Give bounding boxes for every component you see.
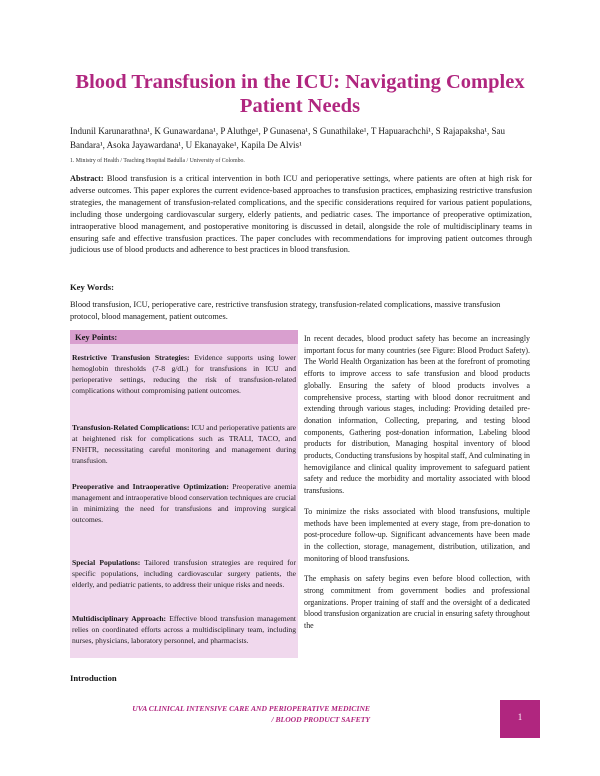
key-point-item <box>72 352 296 396</box>
key-point-text: ICU and perioperative patients are at heightened risk for complications such as TRALI, TACO, and FNHTR, necessitating careful monitoring and management during transfusion. <box>72 423 296 466</box>
key-point-label: Transfusion-Related Complications: <box>72 423 190 432</box>
key-point-item <box>72 422 296 466</box>
abstract <box>70 173 532 256</box>
abstract-label: Abstract: <box>70 174 104 183</box>
footer-journal: UVA CLINICAL INTENSIVE CARE AND PERIOPERATIVE MEDICINE <box>132 704 370 713</box>
body-paragraph: To minimize the risks associated with blood transfusions, multiple methods have been implemented at every stage, from pre-donation to post-procedure follow-up. Significant advancements have been made in the collection, storage, management, distribution, utilization, and monitoring of blood transfusions. <box>304 506 530 563</box>
footer-section: / BLOOD PRODUCT SAFETY <box>271 715 370 724</box>
body-paragraph: In recent decades, blood product safety has become an increasingly important focus for many countries (see Figure: Blood Product Safety). The World Health Organization has been at the forefront of promoting efforts to improve access to safe transfusion and blood products globally. Ensuring the safety of blood products involves a comprehensive process, starting with blood donor recruitment and extending through various stages, including: Providing detailed pre-donation information, Collecting, preparing, and testing blood components, Gathering post-donation information, Labeling blood products for distribution, Managing hospital inventory of blood products, Conducting transfusions by hospital staff, And culminating in hemovigilance and clinical quality improvement to safeguard patient safety and reduce the morbidity and mortality associated with blood transfusions. <box>304 334 530 496</box>
key-point-label: Multidisciplinary Approach: <box>72 614 167 623</box>
key-point-text: Evidence supports using lower hemoglobin thresholds (7-8 g/dL) for transfusions in ICU and perioperative settings, reducing the risk of transfusion-related complications without compromising patient outcomes. <box>72 353 296 396</box>
author-list: Indunil Karunarathna¹, K Gunawardana¹, P Aluthge¹, P Gunasena¹, S Gunathilake¹, T Hapuarachchi¹, S Rajapaksha¹, Sau Bandara¹, Asoka Jayawardana¹, U Ekanayake¹, Kapila De Alvis¹ <box>70 126 506 150</box>
key-point-label: Restrictive Transfusion Strategies: <box>72 353 190 362</box>
body-paragraph: The emphasis on safety begins even before blood collection, with strong commitment from government bodies and professional organizations. Proper training of staff and the oversight of a dedicated blood transfusion organization are crucial in ensuring safety throughout the <box>304 574 530 631</box>
page-number: 1 <box>517 712 523 722</box>
key-point-label: Preoperative and Intraoperative Optimization: <box>72 482 229 491</box>
page-title: Blood Transfusion in the ICU: Navigating Complex Patient Needs <box>75 71 525 117</box>
key-point-item <box>72 557 296 590</box>
affiliation-note: 1. Ministry of Health / Teaching Hospital Badulla / University of Colombo. <box>70 158 245 164</box>
key-point-label: Special Populations: <box>72 558 141 567</box>
keywords-text: Blood transfusion, ICU, perioperative care, restrictive transfusion strategy, transfusion-related complications, massive transfusion protocol, blood management, patient outcomes. <box>70 300 501 321</box>
key-point-item <box>72 613 296 646</box>
key-points-box <box>70 330 298 658</box>
key-point-text: Tailored transfusion strategies are required for specific populations, including cardiovascular surgery patients, the elderly, and pediatric patients, to address their unique risks and needs. <box>72 558 296 590</box>
running-footer <box>70 703 370 725</box>
key-point-text: Effective blood transfusion management relies on coordinated efforts across a multidisciplinary team, including nurses, physicians, laboratory personnel, and pharmacists. <box>72 614 296 646</box>
keywords-heading: Key Words: <box>70 282 115 292</box>
page-number-badge <box>500 700 540 738</box>
key-point-item <box>72 481 296 525</box>
introduction-heading: Introduction <box>70 673 117 683</box>
body-column <box>304 333 530 641</box>
key-points-heading: Key Points: <box>70 330 298 344</box>
abstract-text: Blood transfusion is a critical intervention in both ICU and perioperative settings, where patients are often at high risk for adverse outcomes. This paper explores the current evidence-based approaches to transfusion practices, emphasizing restrictive transfusion strategies, the management of transfusion-related complications, and the specific considerations required for various patient populations, including those undergoing cardiovascular surgery, elderly patients, and pediatric cases. The importance of preoperative optimization, intraoperative blood management, and postoperative monitoring is discussed in detail, alongside the role of multidisciplinary teams in ensuring safe and effective transfusion practices. The paper concludes with recommendations for improving patient outcomes through judicious use of blood products and adherence to best practices in blood transfusion. <box>70 174 532 255</box>
key-point-text: Preoperative anemia management and intraoperative blood conservation techniques are crucial in minimizing the need for transfusions and improving surgical outcomes. <box>72 482 297 525</box>
